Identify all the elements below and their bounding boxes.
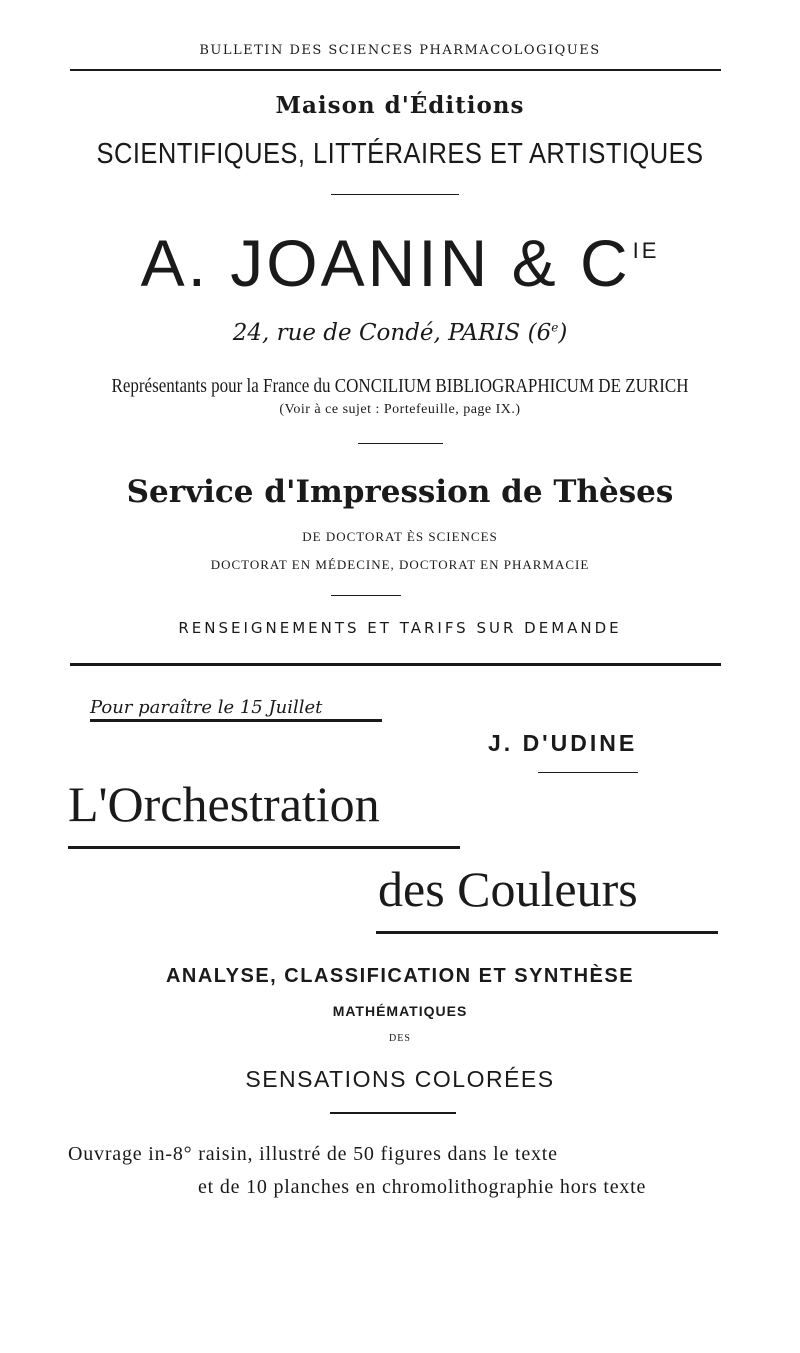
book-title-line-2: des Couleurs (378, 861, 638, 917)
divider (330, 1112, 456, 1114)
running-head: BULLETIN DES SCIENCES PHARMACOLOGIQUES (199, 43, 601, 58)
book-subtitle-3: DES (389, 1033, 411, 1044)
book-description-1: Ouvrage in-8° raisin, illustré de 50 figures dans le texte (68, 1143, 558, 1165)
title-underline-1 (68, 846, 460, 849)
address-close: ) (558, 320, 568, 346)
address-text: 24, rue de Condé, PARIS (6 (232, 320, 552, 346)
book-author: J. D'UDINE (488, 730, 638, 756)
service-line-2: DOCTORAT EN MÉDECINE, DOCTORAT EN PHARMACIE (210, 557, 590, 572)
service-heading: Service d'Impression de Thèses (126, 474, 674, 510)
divider (331, 194, 459, 195)
section-rule (70, 663, 721, 666)
publisher-name-text: A. JOANIN & C (140, 226, 631, 300)
author-underline (538, 772, 638, 773)
publisher-disciplines: SCIENTIFIQUES, LITTÉRAIRES ET ARTISTIQUES (96, 138, 704, 170)
reference-note: (Voir à ce sujet : Portefeuille, page IX.) (279, 402, 521, 417)
representants-line: Représentants pour la France du CONCILIUM BIBLIOGRAPHICUM DE ZURICH (111, 375, 689, 397)
release-underline (90, 719, 382, 722)
service-info: RENSEIGNEMENTS ET TARIFS SUR DEMANDE (178, 619, 622, 637)
publisher-name (0, 225, 800, 301)
title-underline-2 (376, 931, 718, 934)
book-subtitle-2: MATHÉMATIQUES (332, 1003, 468, 1019)
service-line-1: DE DOCTORAT ÈS SCIENCES (302, 529, 498, 544)
publisher-maison: Maison d'Éditions (275, 92, 525, 119)
publisher-address (0, 320, 800, 346)
book-description-2: et de 10 planches en chromolithographie hors texte (198, 1176, 647, 1198)
address-superscript: e (551, 320, 559, 335)
divider (358, 443, 443, 444)
publisher-name-superscript: IE (632, 238, 660, 263)
divider (331, 595, 401, 596)
book-subtitle-1: ANALYSE, CLASSIFICATION ET SYNTHÈSE (165, 965, 635, 987)
book-title-line-1: L'Orchestration (68, 776, 380, 832)
book-subtitle-4: SENSATIONS COLORÉES (245, 1066, 555, 1092)
release-date: Pour paraître le 15 Juillet (90, 697, 323, 718)
header-rule (70, 69, 721, 71)
